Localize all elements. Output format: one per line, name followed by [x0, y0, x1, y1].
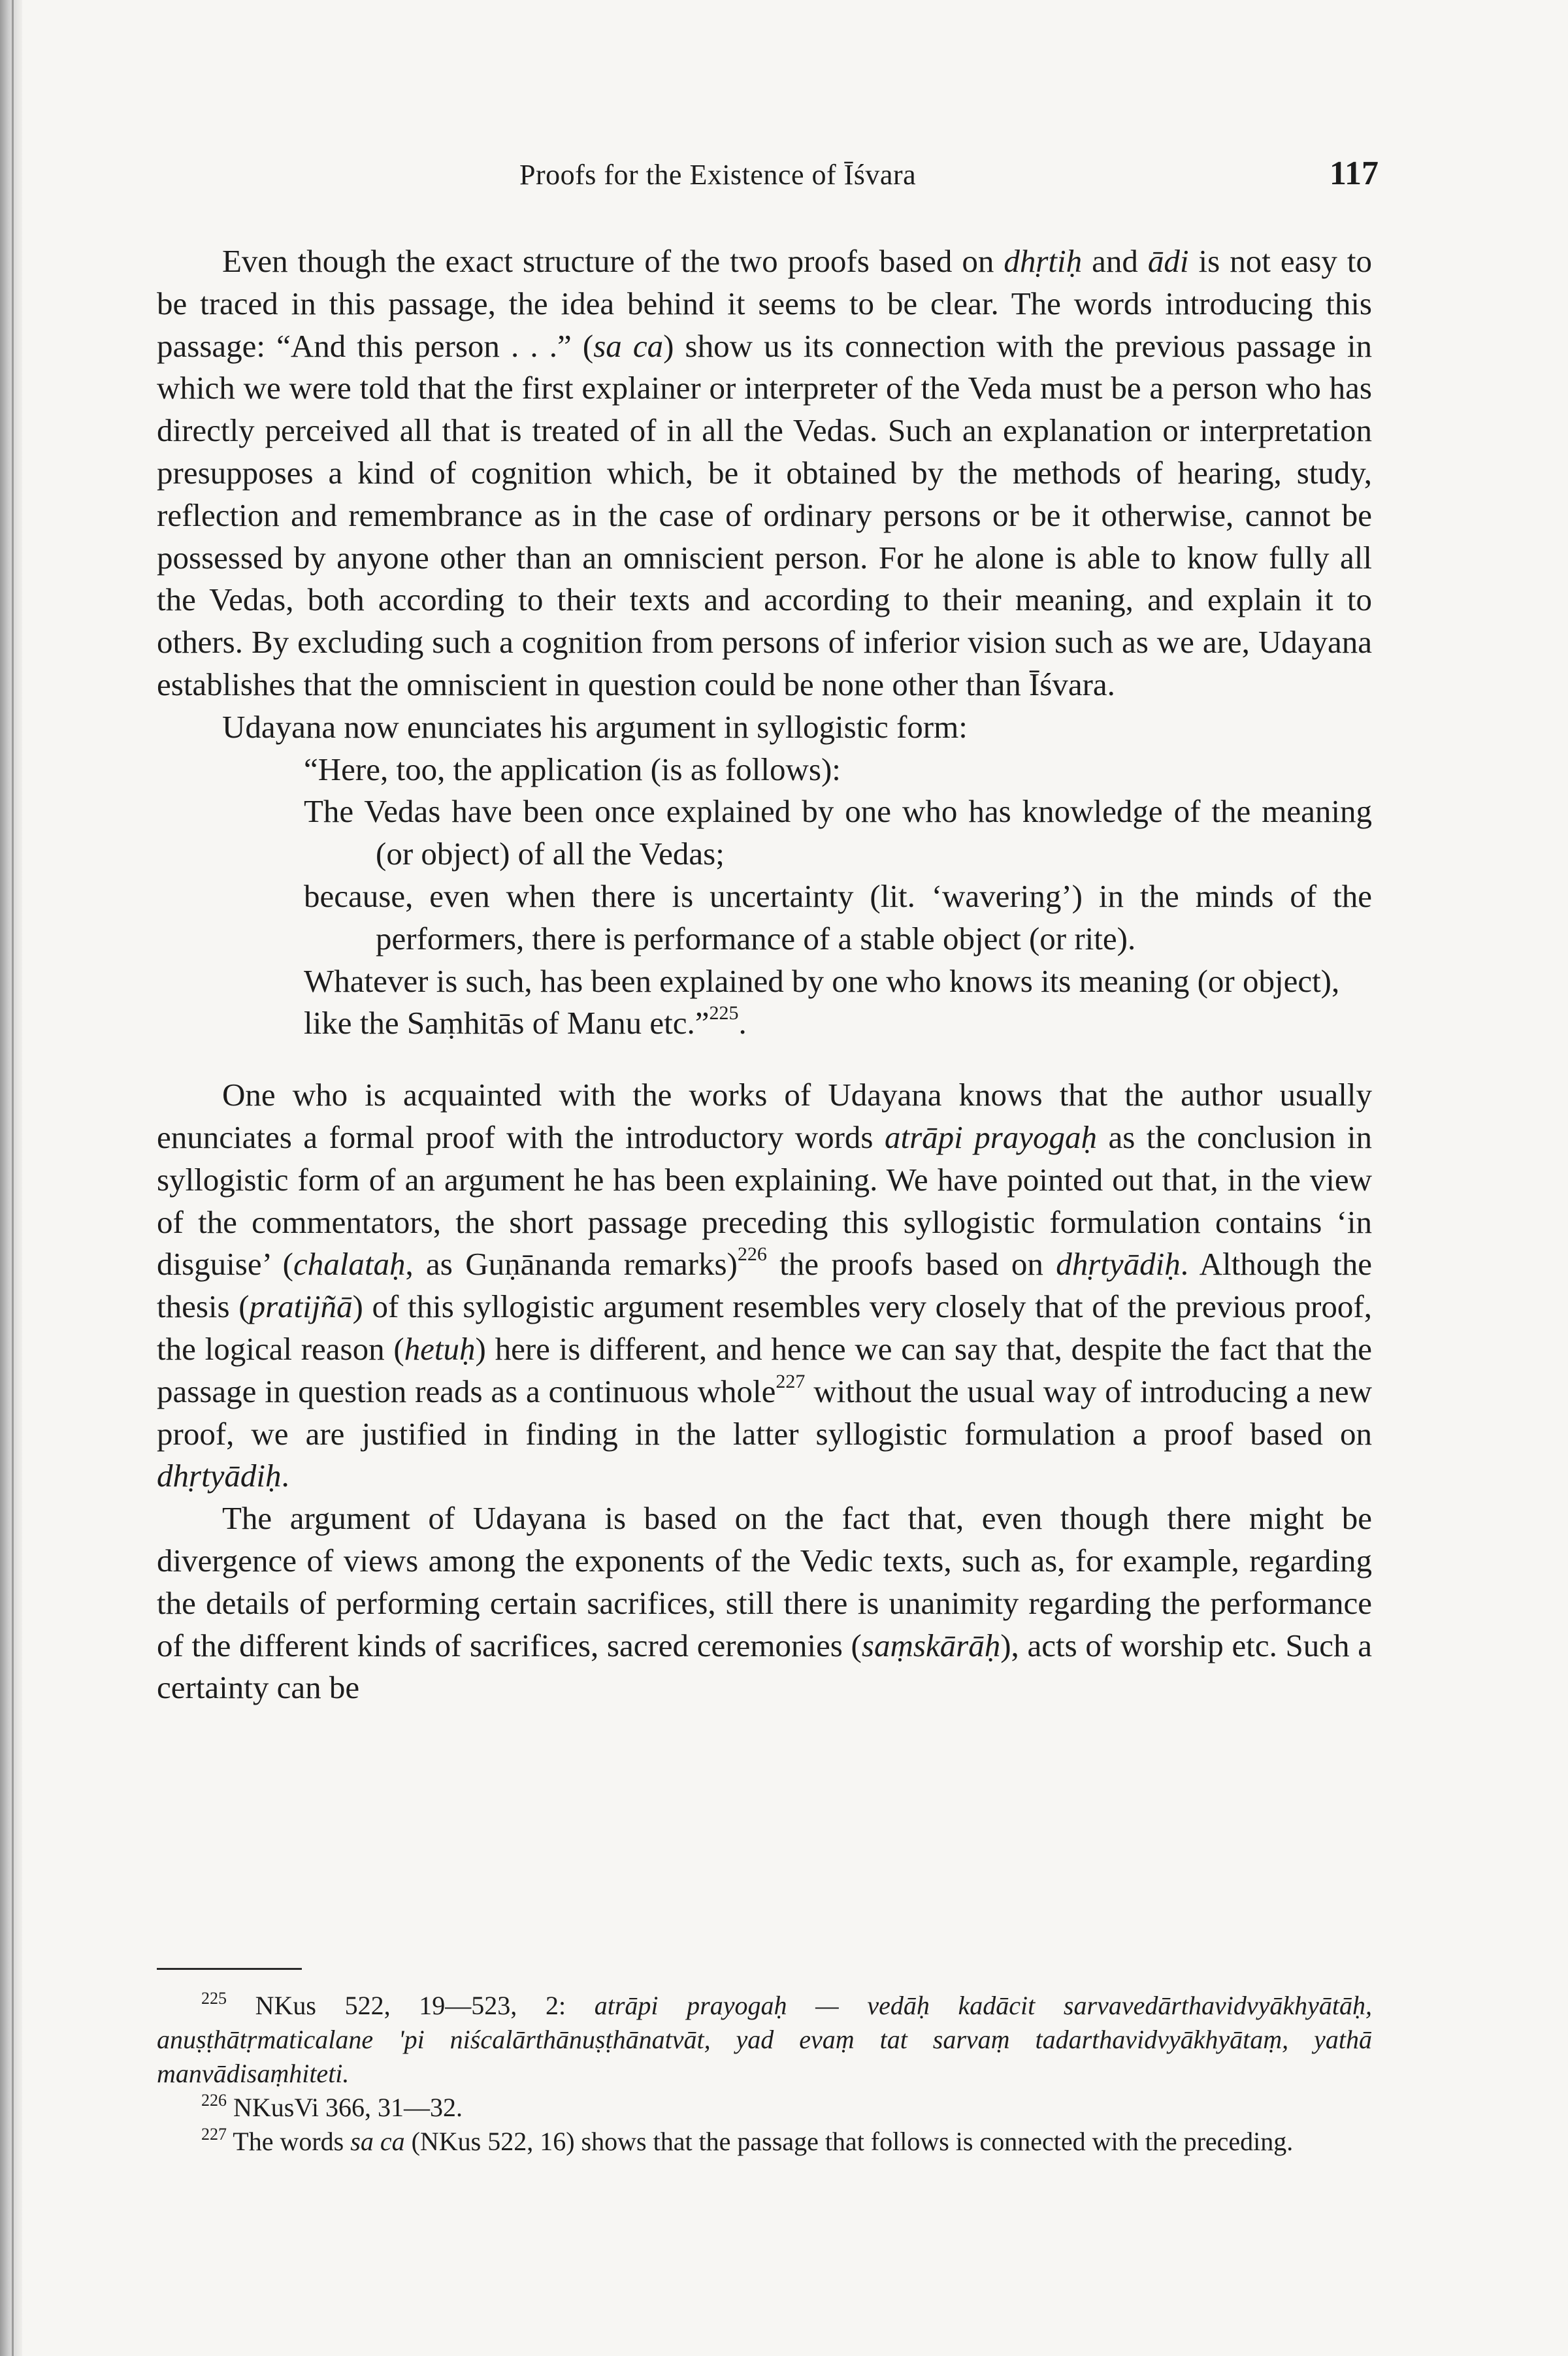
footnote-225 [157, 1989, 1372, 2091]
sanskrit-term: dhṛtyādiḥ [1056, 1246, 1181, 1283]
text-run: like the Saṃhitās of Manu etc.” [304, 1005, 710, 1041]
sanskrit-term: atrāpi prayogaḥ [884, 1119, 1098, 1155]
text-run: , as Guṇānanda remarks) [405, 1246, 738, 1283]
text-run: . [281, 1458, 289, 1494]
sanskrit-term: dhṛtyādiḥ [157, 1458, 282, 1494]
footnote-number: 226 [201, 2091, 227, 2110]
footnote-ref: 226 [737, 1243, 767, 1266]
text-run: (NKus 522, 16) shows that the passage that follows is connected with the preceding. [404, 2127, 1294, 2156]
syllogism-intro: Udayana now enunciates his argument in syllogistic form: [222, 708, 968, 745]
syllogism-thesis: The Vedas have been once explained by one who has knowledge of the meaning (or object) of all the Vedas; [304, 793, 1372, 872]
text-run: without the usual way of introducing a new proof, we are justified in finding in the latter syllogistic formulation a proof based on [157, 1373, 1372, 1452]
book-spine-shadow [0, 0, 22, 2356]
text-run: The argument of Udayana is based on the fact that, even though there might be divergence of views among the exponents of the Vedic texts, such as, for example, regarding the details of performing certain sacrifices, still there is unanimity regarding the performance of the different kinds of sacrifices, sacred ceremonies ( [157, 1500, 1372, 1663]
text-run: One who is acquainted with the works of Udayana knows that the author usually enunciates a formal proof with the introductory words [157, 1077, 1372, 1155]
syllogism-rule: Whatever is such, has been explained by one who knows its meaning (or object), [304, 962, 1340, 999]
text-run: ) here is different, and hence we can say that, despite the fact that the passage in question reads as a continuous whole [157, 1330, 1372, 1409]
footnote-227 [157, 2125, 1372, 2159]
sanskrit-term: dhṛtiḥ [1004, 243, 1083, 279]
paragraph-1 [157, 240, 1372, 706]
footnote-226 [157, 2091, 1372, 2125]
paragraph-3 [157, 1497, 1372, 1709]
text-run: ) of this syllogistic argument resembles very closely that of the previous proof, the logical reason ( [157, 1288, 1372, 1367]
syllogism-block [157, 706, 1372, 1045]
sanskrit-quote: atrāpi prayogaḥ — vedāḥ kadācit sarvavedārthavidvyākhyātāḥ, anuṣṭhātṛmaticalane 'pi niścalārthānuṣṭhānatvāt, yad evaṃ tat sarvaṃ tadarthavidvyākhyātaṃ, yathā manvādisaṃhiteti. [157, 1991, 1372, 2088]
text-run: . [738, 1005, 747, 1041]
page-number: 117 [1329, 155, 1379, 192]
sanskrit-term: sa ca [350, 2127, 405, 2156]
syllogism-quote-head: “Here, too, the application (is as follows): [304, 751, 841, 787]
text-run: Even though the exact structure of the two proofs based on [222, 243, 1004, 279]
text-run: NKusVi 366, 31—32. [227, 2093, 463, 2122]
text-run: . Although the thesis ( [157, 1246, 1372, 1325]
syllogism-example [304, 1002, 1372, 1045]
sanskrit-term: saṃskārāḥ [861, 1627, 1001, 1663]
sanskrit-term: pratijñā [249, 1288, 353, 1325]
footnote-number: 227 [201, 2125, 227, 2144]
footnotes [157, 1989, 1372, 2159]
paragraph-2 [157, 1074, 1372, 1497]
sanskrit-term: chalataḥ [293, 1246, 406, 1283]
sanskrit-term: hetuḥ [404, 1330, 476, 1367]
sanskrit-term: ādi [1147, 243, 1189, 279]
sanskrit-term: sa ca [593, 327, 664, 364]
text-run: The words [227, 2127, 351, 2156]
page-header [157, 149, 1379, 201]
book-gutter-line [12, 0, 14, 2356]
text-run: ), acts of worship etc. Such a certainty can be [157, 1627, 1372, 1706]
text-run: as the conclusion in syllogistic form of an argument he has been explaining. We have pointed out that, in the view of the commentators, the short passage preceding this syllogistic formulation contains ‘in disguise’ ( [157, 1119, 1372, 1283]
syllogism-reason: because, even when there is uncertainty (lit. ‘wavering’) in the minds of the performers, there is performance of a stable object (or rite). [304, 877, 1372, 957]
text-run: ) show us its connection with the previous passage in which we were told that the first explainer or interpreter of the Veda must be a person who has directly perceived all that is treated of in all the Vedas. Such an explanation or interpretation presupposes a kind of cognition which, be it obtained by the methods of hearing, study, reflection and remembrance as in the case of ordinary persons or be it otherwise, cannot be possessed by anyone other than an omniscient person. For he alone is able to know fully all the Vedas, both according to their texts and according to their meaning, and explain it to others. By excluding such a cognition from persons of inferior vision such as we are, Udayana establishes that the omniscient in question could be none other than Īśvara. [157, 327, 1372, 702]
text-run: is not easy to be traced in this passage, the idea behind it seems to be clear. The words introducing this passage: “And this person . . .” ( [157, 243, 1372, 364]
text-run: NKus 522, 19—523, 2: [227, 1991, 595, 2020]
footnote-ref: 227 [776, 1370, 806, 1392]
footnote-rule [157, 1968, 302, 1970]
running-title: Proofs for the Existence of Īśvara [519, 159, 917, 191]
main-text [157, 240, 1372, 1709]
text-run: the proofs based on [766, 1246, 1056, 1283]
footnote-number: 225 [201, 1989, 227, 2008]
text-run: and [1082, 243, 1148, 279]
footnote-ref: 225 [709, 1002, 739, 1024]
